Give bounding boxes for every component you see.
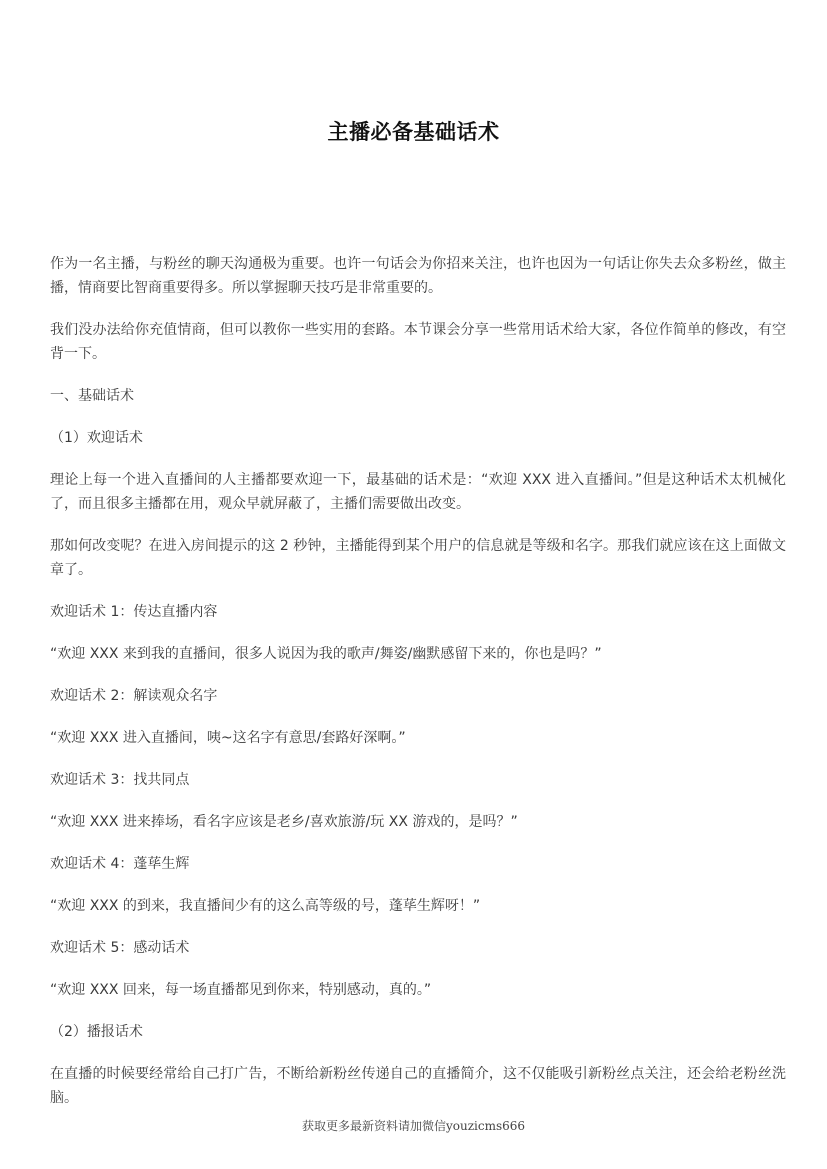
subsection-heading: （1）欢迎话术 <box>50 430 143 446</box>
paragraph: 在直播的时候要经常给自己打广告，不断给新粉丝传递自己的直播简介，这不仅能吸引新粉丝点关注，还会给老粉丝洗脑。 <box>50 1066 786 1106</box>
footer-note: 获取更多最新资料请加微信youzicms666 <box>301 1119 526 1133</box>
document-body <box>50 252 786 1128</box>
paragraph: 作为一名主播，与粉丝的聊天沟通极为重要。也许一句话会为你招来关注，也许也因为一句话让你失去众多粉丝，做主播，情商要比智商重要得多。所以掌握聊天技巧是非常重要的。 <box>50 256 786 296</box>
quote: “欢迎 XXX 的到来，我直播间少有的这么高等级的号，蓬荜生辉呀！” <box>50 898 481 914</box>
paragraph: 理论上每一个进入直播间的人主播都要欢迎一下，最基础的话术是：“欢迎 XXX 进入直播间。”但是这种话术太机械化了，而且很多主播都在用，观众早就屏蔽了，主播们需要做出改变。 <box>50 472 786 512</box>
item-heading: 欢迎话术 1：传达直播内容 <box>50 604 218 620</box>
item-heading: 欢迎话术 5：感动话术 <box>50 940 190 956</box>
section-heading: 一、基础话术 <box>50 388 134 404</box>
quote: “欢迎 XXX 回来，每一场直播都见到你来，特别感动，真的。” <box>50 982 432 998</box>
quote: “欢迎 XXX 来到我的直播间，很多人说因为我的歌声/舞姿/幽默感留下来的，你也是吗？” <box>50 646 602 662</box>
document-title: 主播必备基础话术 <box>327 119 500 144</box>
item-heading: 欢迎话术 2：解读观众名字 <box>50 688 218 704</box>
item-heading: 欢迎话术 3：找共同点 <box>50 772 190 788</box>
quote: “欢迎 XXX 进入直播间，咦~这名字有意思/套路好深啊。” <box>50 730 406 746</box>
paragraph: 我们没办法给你充值情商，但可以教你一些实用的套路。本节课会分享一些常用话术给大家，各位作简单的修改，有空背一下。 <box>50 322 786 362</box>
quote: “欢迎 XXX 进来捧场，看名字应该是老乡/喜欢旅游/玩 XX 游戏的，是吗？” <box>50 814 518 830</box>
subsection-heading: （2）播报话术 <box>50 1024 143 1040</box>
paragraph: 那如何改变呢？在进入房间提示的这 2 秒钟，主播能得到某个用户的信息就是等级和名字。那我们就应该在这上面做文章了。 <box>50 538 786 578</box>
item-heading: 欢迎话术 4：蓬荜生辉 <box>50 856 190 872</box>
